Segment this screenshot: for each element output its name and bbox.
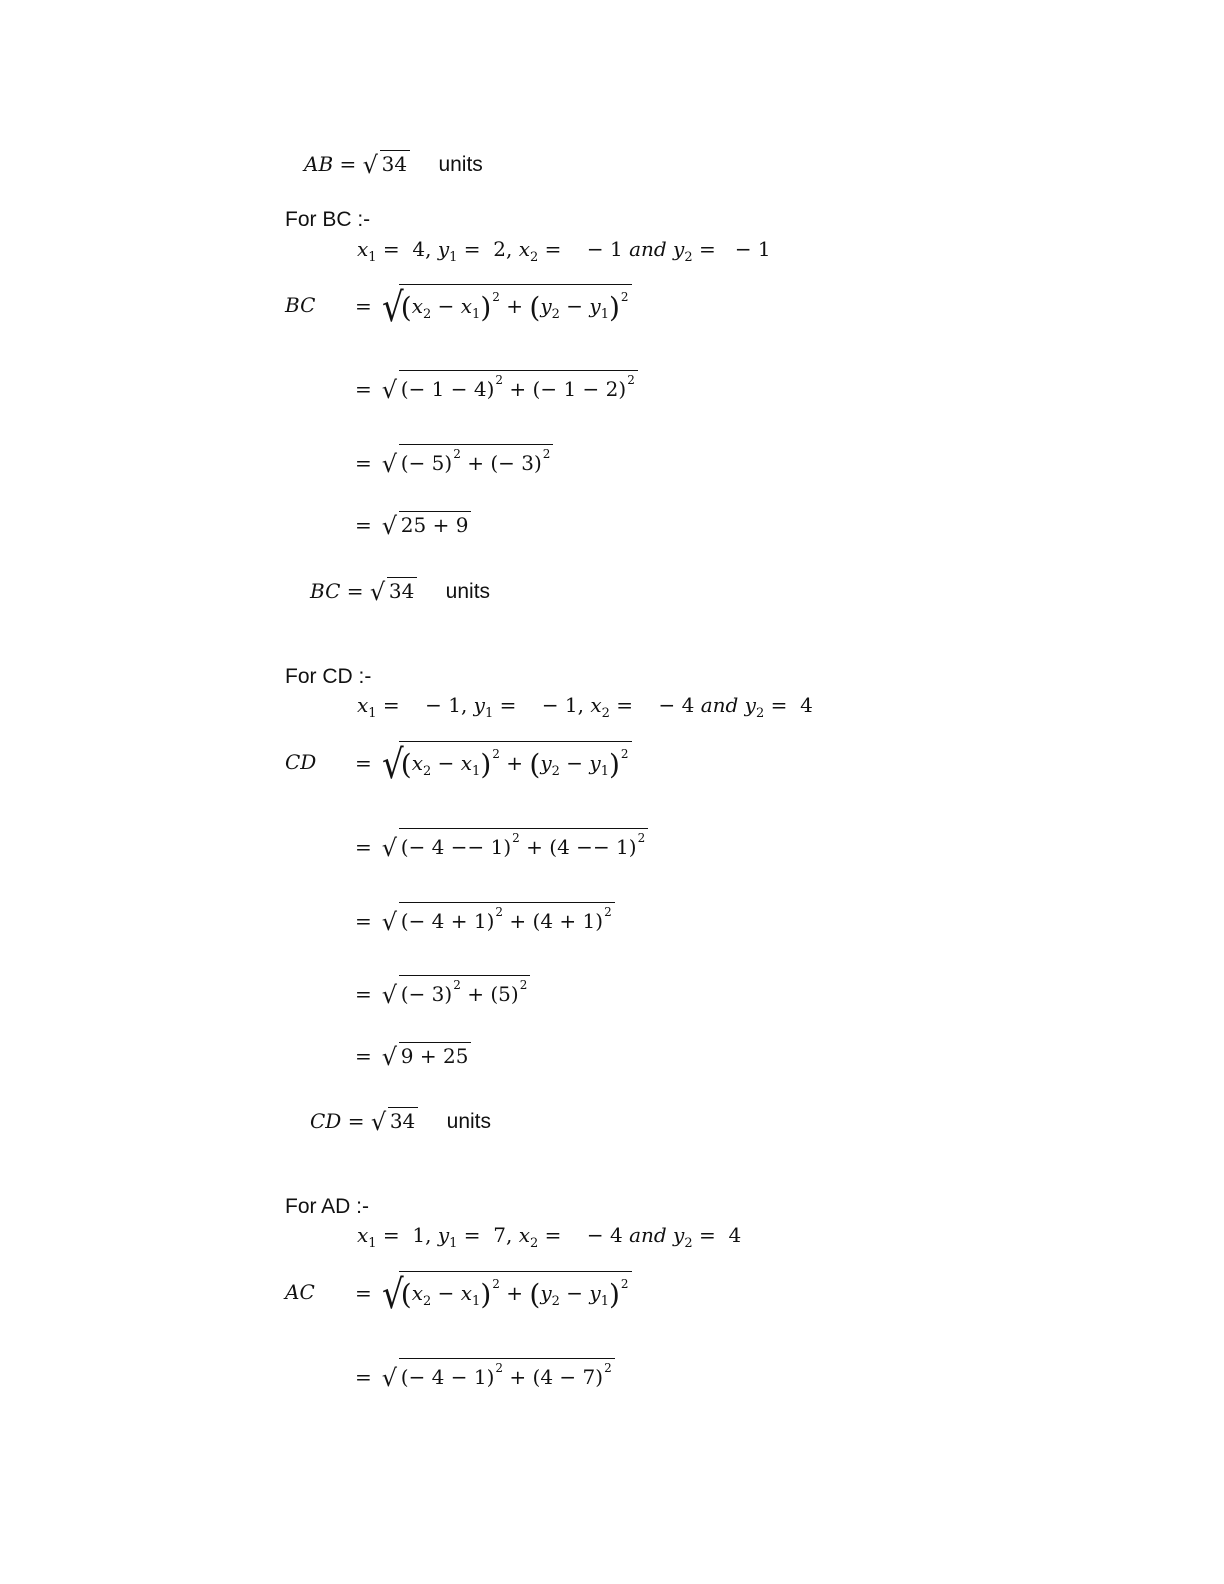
bc-result-value: 34 [387,577,417,601]
cd-step4: = √ 9 + 25 [355,1042,471,1066]
ad-step1-b: (4 − 7) [532,1365,604,1389]
cd-x1: − 1 [425,693,461,717]
bc-x1: 4 [412,237,426,261]
cd-given: $x_1$ = − 1, $y_1$ = − 1, $x_2$ = − 4 and $y_2 = 4$ [357,693,813,721]
cd-result-label: CD [310,1109,342,1133]
ab-result-value: 34 [380,150,410,174]
cd-label: CD [285,750,317,774]
sqrt-symbol: √ 34 [363,150,410,174]
ab-result-label: AB [304,152,334,176]
bc-step1: = √ (− 1 − 4)$^2$ + (− 1 − 2)$^2$ [355,370,638,399]
ad-given: $x_1 = 1$, $y_1 = 7$, $x_2$ = − 4 and $y_2 = 4$ [357,1223,742,1251]
bc-step2-b: (− 3) [490,451,542,475]
ad-formula: = √ $(x_2 - x_1)^2 + (y_2 - y_1)^2$ [355,1271,632,1309]
cd-y1: − 1 [541,693,578,717]
cd-formula: = √ $(x_2 - x_1)^2 + (y_2 - y_1)^2$ [355,741,632,779]
cd-step1-b: (4 −− 1) [549,835,637,859]
bc-result-label: BC [310,579,341,603]
bc-result: BC = √ 34 units [310,578,491,606]
bc-and: and [629,237,667,261]
ad-x1: 1 [412,1223,426,1247]
bc-given: $x_1 = 4$, $y_1 = 2$, $x_2$ = − 1 and $y_2$ = − 1 [357,237,771,265]
ad-step1-a: (− 4 − 1) [400,1365,495,1389]
cd-x2: − 4 [658,693,695,717]
cd-step3-a: (− 3) [400,982,453,1006]
ad-x2: − 4 [586,1223,623,1247]
cd-step1-a: (− 4 −− 1) [400,835,512,859]
bc-step1-a: (− 1 − 4) [400,377,495,401]
bc-step1-b: (− 1 − 2) [532,377,627,401]
cd-y2: 4 [800,693,813,717]
ad-y1: 7 [493,1223,507,1247]
cd-step3: = √ (− $3)^2 + (5)^2$ [355,975,530,1004]
cd-result-value: 34 [388,1107,418,1131]
ab-result-unit: units [438,153,483,176]
bc-step3-value: 25 + 9 [399,511,472,535]
cd-result-unit: units [446,1110,491,1133]
cd-step2-b: (4 + 1) [532,909,604,933]
ad-y2: 4 [728,1223,742,1247]
bc-formula: = √ $(x_2 - x_1)^2 + (y_2 - y_1)^2$ [355,284,632,322]
cd-step2-a: (− 4 + 1) [400,909,495,933]
cd-and: and [700,693,739,717]
bc-result-unit: units [445,580,491,603]
bc-y1: 2 [493,237,507,261]
ad-step1: = √ (− $4 - 1)^2 + (4 - 7)^2$ [355,1358,615,1387]
cd-heading: For CD :- [285,665,372,688]
ab-result: AB = √ 34 units [304,151,483,179]
ad-heading: For AD :- [285,1195,370,1218]
cd-step4-value: 9 + 25 [399,1042,472,1066]
bc-label: BC [285,293,316,317]
bc-step3: = √ 25 + 9 [355,511,471,535]
bc-heading: For BC :- [285,208,371,231]
bc-y2: − 1 [734,237,771,261]
bc-step2: = √ (− 5)$^2$ + (− 3)$^2$ [355,444,553,473]
cd-step3-b: (5) [490,982,519,1006]
cd-step1: = √ (− $4 -- 1)^2 + (4 -- 1)^2$ [355,828,648,857]
cd-step2: = √ (− $4 + 1)^2 + (4 + 1)^2$ [355,902,615,931]
bc-x2: − 1 [586,237,623,261]
ad-and: and [629,1223,667,1247]
ad-label: AC [285,1280,315,1304]
bc-step2-a: (− 5) [400,451,453,475]
cd-result: CD = √ 34 units [310,1108,491,1136]
